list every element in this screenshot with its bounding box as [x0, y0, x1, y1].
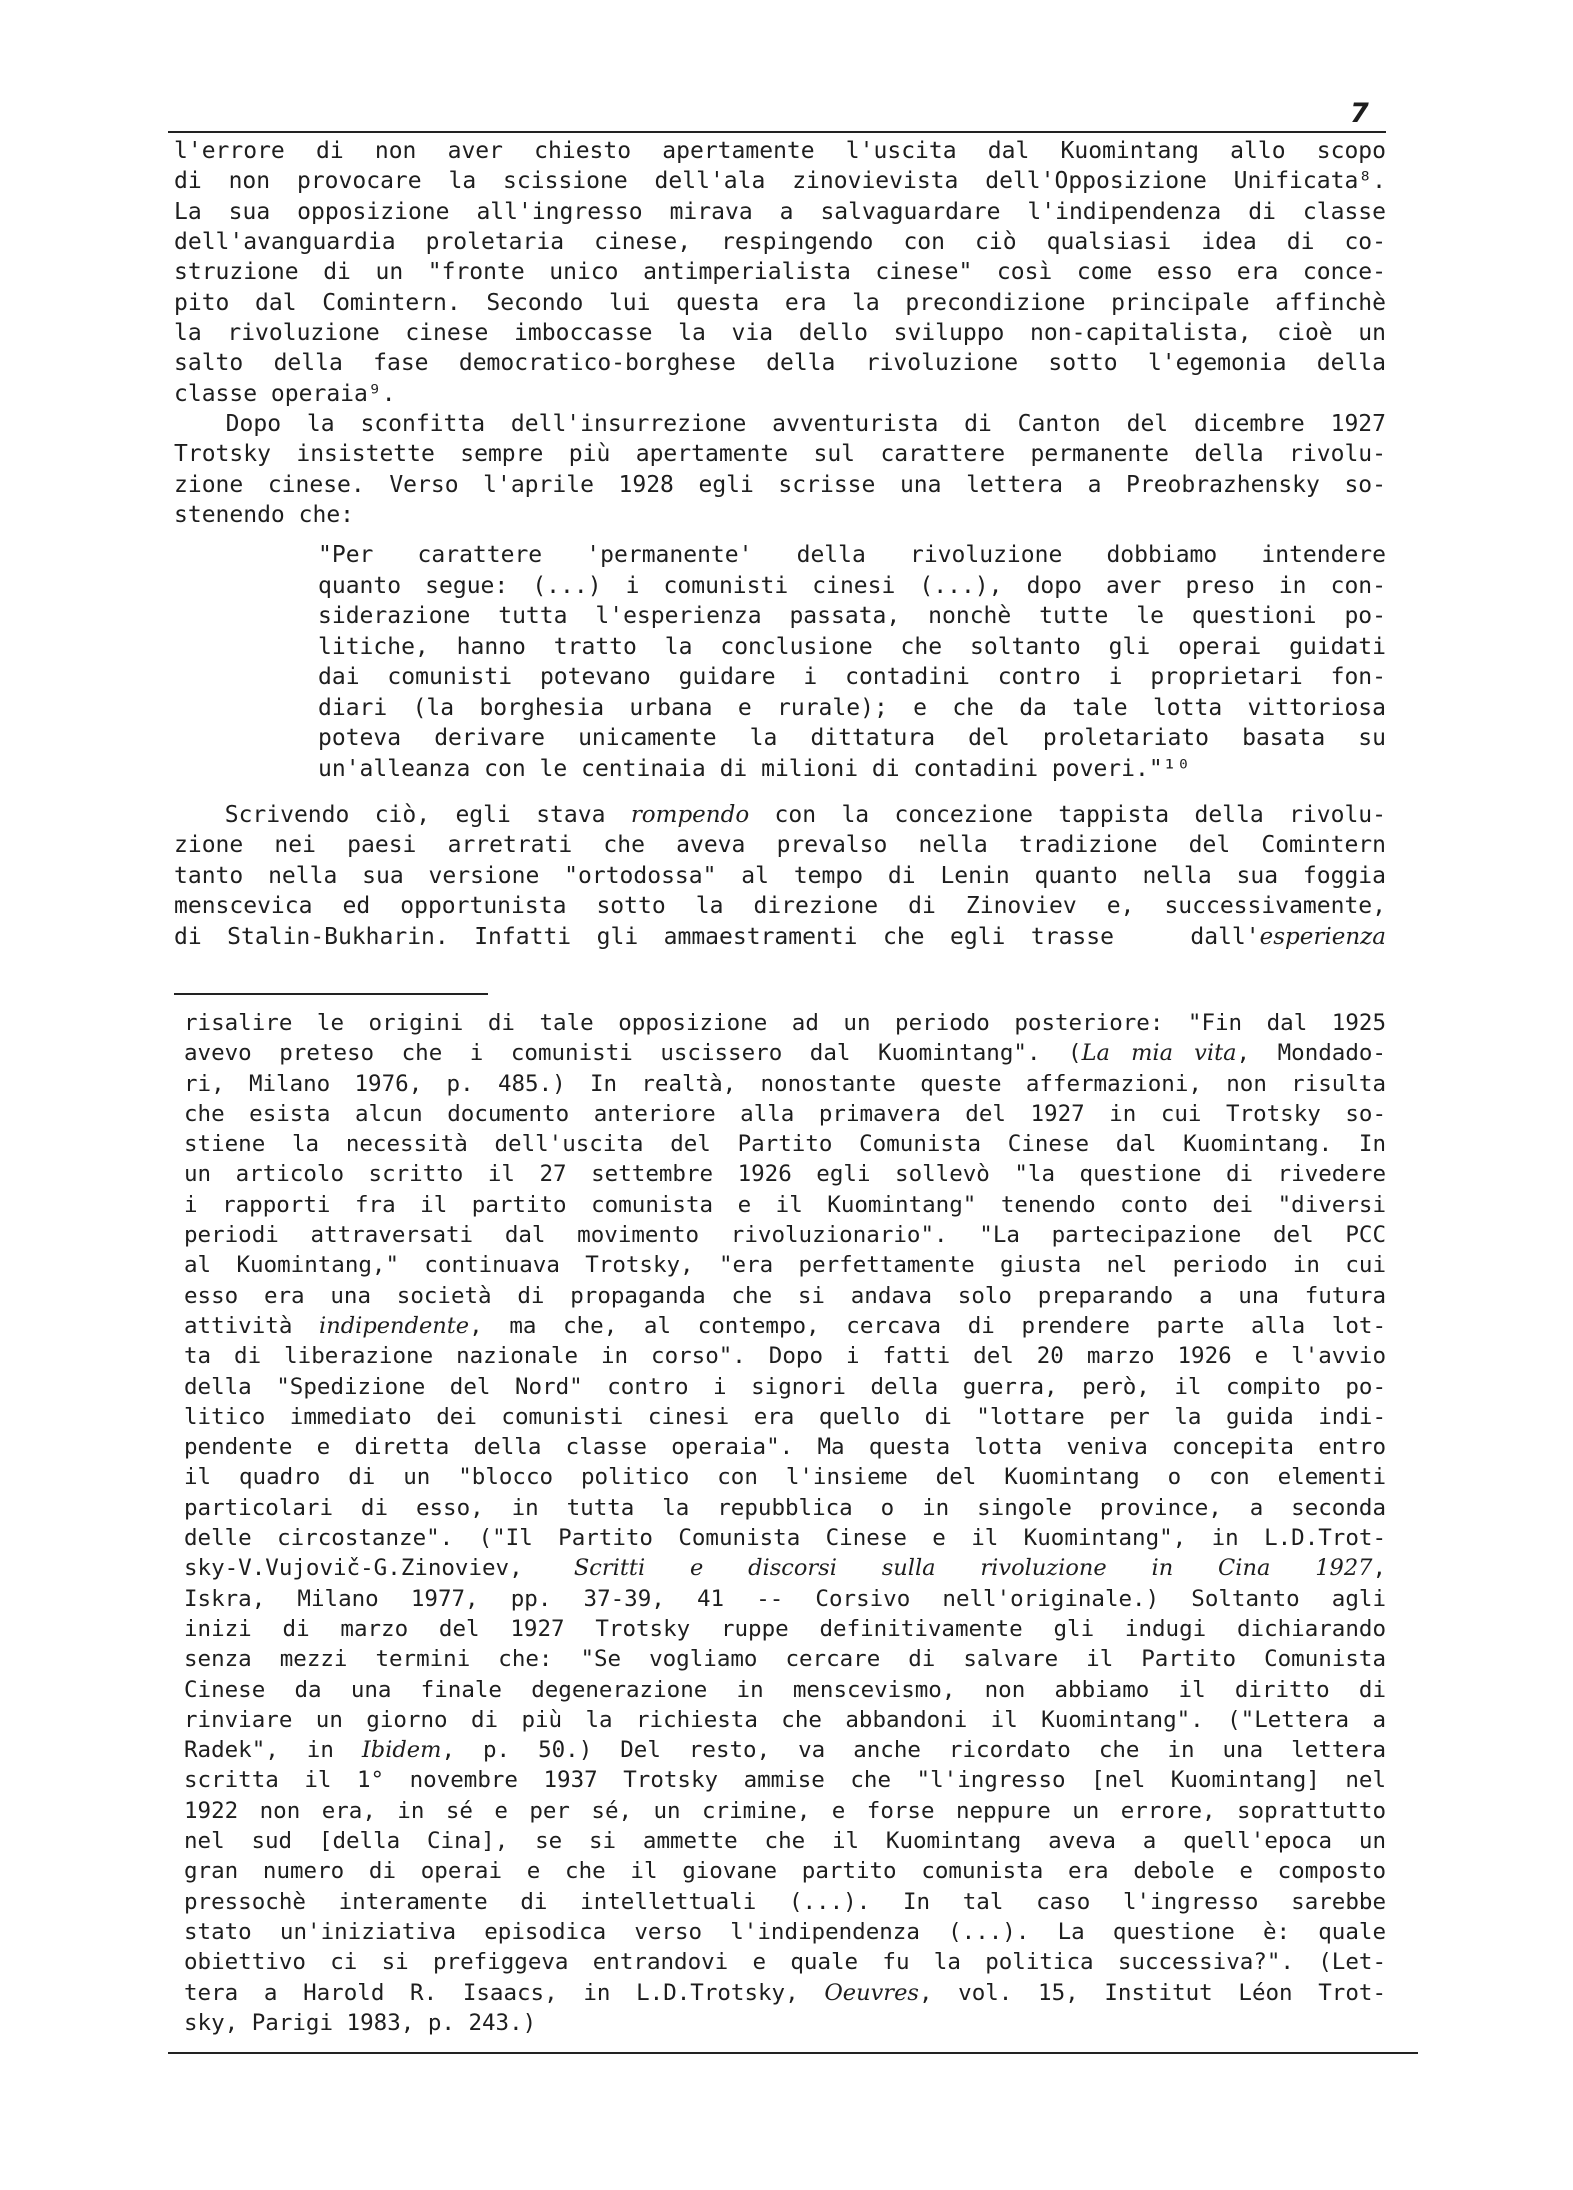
quote-line: litiche, hanno tratto la conclusione che soltanto gli operai guidati — [318, 633, 1386, 660]
footnote-line: risalire le origini di tale opposizione ad un periodo posteriore: "Fin dal 1925 — [184, 1010, 1386, 1036]
text-line: pito dal Comintern. Secondo lui questa era la precondizione principale affinchè — [174, 289, 1386, 316]
block-quote — [318, 540, 1386, 784]
footnote-line: nel sud [della Cina], se si ammette che il Kuomintang aveva a quell'epoca un — [184, 1828, 1386, 1855]
footnote-line: i rapporti fra il partito comunista e il Kuomintang" tenendo conto dei "diversi — [184, 1191, 1386, 1218]
paragraph-after-quote — [174, 800, 1386, 952]
footnote-line: pendente e diretta della classe operaia". Ma questa lotta veniva concepita entro — [184, 1434, 1386, 1461]
footnote-line: della "Spedizione del Nord" contro i signori della guerra, però, il compito po- — [184, 1373, 1386, 1400]
text-line: classe operaia⁹. — [174, 380, 396, 407]
footnote-line: scritta il 1° novembre 1937 Trotsky ammise che "l'ingresso [nel Kuomintang] nel — [184, 1767, 1386, 1794]
quote-line: quanto segue: (...) i comunisti cinesi (...), dopo aver preso in con- — [318, 572, 1386, 599]
text-line: l'errore di non aver chiesto apertamente l'uscita dal Kuomintang allo scopo — [174, 138, 1386, 164]
quote-line: diari (la borghesia urbana e rurale); e che da tale lotta vittoriosa — [318, 694, 1386, 721]
footnote-line: obiettivo ci si prefiggeva entrandovi e quale fu la politica successiva?". (Let- — [184, 1949, 1386, 1976]
text-line: stenendo che: — [174, 502, 355, 529]
footnote-line: avevo preteso che i comunisti uscissero dal Kuomintang". (La mia vita, Mondado- — [184, 1040, 1386, 1067]
footnote-line: il quadro di un "blocco politico con l'insieme del Kuomintang o con elementi — [184, 1464, 1386, 1491]
text-line: La sua opposizione all'ingresso mirava a salvaguardare l'indipendenza di classe — [174, 198, 1386, 225]
footnote-line: 1922 non era, in sé e per sé, un crimine, e forse neppure un errore, soprattutto — [184, 1797, 1386, 1824]
footnote-line: litico immediato dei comunisti cinesi era quello di "lottare per la guida indi- — [184, 1403, 1386, 1430]
footer-rule — [168, 2052, 1418, 2054]
footnote-line: esso era una società di propaganda che si andava solo preparando a una futura — [184, 1282, 1386, 1309]
text-line: zione nei paesi arretrati che aveva prevalso nella tradizione del Comintern — [174, 832, 1386, 859]
footnote-line: gran numero di operai e che il giovane partito comunista era debole e composto — [184, 1858, 1386, 1885]
footnote-line: tera a Harold R. Isaacs, in L.D.Trotsky, Oeuvres, vol. 15, Institut Léon Trot- — [184, 1979, 1386, 2006]
text-line: menscevica ed opportunista sotto la direzione di Zinoviev e, successivamente, — [174, 893, 1386, 920]
footnote-line: Iskra, Milano 1977, pp. 37-39, 41 -- Corsivo nell'originale.) Soltanto agli — [184, 1585, 1386, 1612]
main-text — [174, 136, 1386, 530]
text-line: Scrivendo ciò, egli stava rompendo con la concezione tappista della rivolu- — [174, 802, 1386, 828]
footnote-line: pressochè interamente di intellettuali (...). In tal caso l'ingresso sarebbe — [184, 1888, 1386, 1915]
text-line: Trotsky insistette sempre più apertamente sul carattere permanente della rivolu- — [174, 441, 1386, 468]
footnote-line: delle circostanze". ("Il Partito Comunista Cinese e il Kuomintang", in L.D.Trot- — [184, 1525, 1386, 1552]
text-line: la rivoluzione cinese imboccasse la via dello sviluppo non-capitalista, cioè un — [174, 320, 1386, 347]
footnote-line: ta di liberazione nazionale in corso". Dopo i fatti del 20 marzo 1926 e l'avvio — [184, 1343, 1386, 1370]
footnote-line: stiene la necessità dell'uscita del Partito Comunista Cinese dal Kuomintang. In — [184, 1131, 1386, 1158]
footnote-line: attività indipendente, ma che, al contempo, cercava di prendere parte alla lot- — [184, 1312, 1386, 1339]
footnote-line: Radek", in Ibidem, p. 50.) Del resto, va anche ricordato che in una lettera — [184, 1737, 1386, 1764]
footnote-line: al Kuomintang," continuava Trotsky, "era perfettamente giusta nel periodo in cui — [184, 1252, 1386, 1279]
quote-line: un'alleanza con le centinaia di milioni di contadini poveri."¹⁰ — [318, 755, 1191, 782]
footnote-line: Cinese da una finale degenerazione in menscevismo, non abbiamo il diritto di — [184, 1676, 1386, 1703]
quote-line: poteva derivare unicamente la dittatura del proletariato basata su — [318, 725, 1386, 751]
text-line: di Stalin-Bukharin. Infatti gli ammaestramenti che egli trasse dall'esperienza — [174, 923, 1386, 950]
footnote-line: sky, Parigi 1983, p. 243.) — [184, 2009, 537, 2036]
footnote-line: senza mezzi termini che: "Se vogliamo cercare di salvare il Partito Comunista — [184, 1646, 1386, 1673]
footnote-line: che esista alcun documento anteriore alla primavera del 1927 in cui Trotsky so- — [184, 1100, 1386, 1127]
header-rule — [168, 131, 1386, 133]
footnote-line: rinviare un giorno di più la richiesta che abbandoni il Kuomintang". ("Lettera a — [184, 1706, 1386, 1733]
footnote-line: inizi di marzo del 1927 Trotsky ruppe definitivamente gli indugi dichiarando — [184, 1615, 1386, 1642]
quote-line: dai comunisti potevano guidare i contadini contro i proprietari fon- — [318, 664, 1386, 690]
text-line: di non provocare la scissione dell'ala zinovievista dell'Opposizione Unificata⁸. — [174, 168, 1386, 195]
footnote-line: sky-V.Vujovič-G.Zinoviev, Scritti e discorsi sulla rivoluzione in Cina 1927, — [184, 1555, 1387, 1582]
footnote-line: particolari di esso, in tutta la repubblica o in singole province, a seconda — [184, 1494, 1386, 1521]
text-line: zione cinese. Verso l'aprile 1928 egli scrisse una lettera a Preobrazhensky so- — [174, 471, 1386, 498]
text-line: struzione di un "fronte unico antimperialista cinese" così come esso era conce- — [174, 259, 1386, 286]
footnote-text — [184, 1008, 1386, 2038]
quote-line: "Per carattere 'permanente' della rivoluzione dobbiamo intendere — [318, 542, 1386, 568]
text-line: tanto nella sua versione "ortodossa" al tempo di Lenin quanto nella sua foggia — [174, 862, 1386, 889]
footnote-separator — [174, 993, 488, 995]
footnote-line: ri, Milano 1976, p. 485.) In realtà, nonostante queste affermazioni, non risulta — [184, 1070, 1386, 1097]
footnote-line: un articolo scritto il 27 settembre 1926 egli sollevò "la questione di rivedere — [184, 1161, 1386, 1188]
text-line: dell'avanguardia proletaria cinese, respingendo con ciò qualsiasi idea di co- — [174, 229, 1386, 256]
text-line: Dopo la sconfitta dell'insurrezione avventurista di Canton del dicembre 1927 — [174, 411, 1386, 438]
footnote-line: stato un'iniziativa episodica verso l'indipendenza (...). La questione è: quale — [184, 1918, 1386, 1945]
text-line: salto della fase democratico-borghese della rivoluzione sotto l'egemonia della — [174, 350, 1386, 377]
page-number: 7 — [1350, 98, 1369, 129]
quote-line: siderazione tutta l'esperienza passata, nonchè tutte le questioni po- — [318, 603, 1386, 629]
footnote-line: periodi attraversati dal movimento rivoluzionario". "La partecipazione del PCC — [184, 1222, 1386, 1249]
